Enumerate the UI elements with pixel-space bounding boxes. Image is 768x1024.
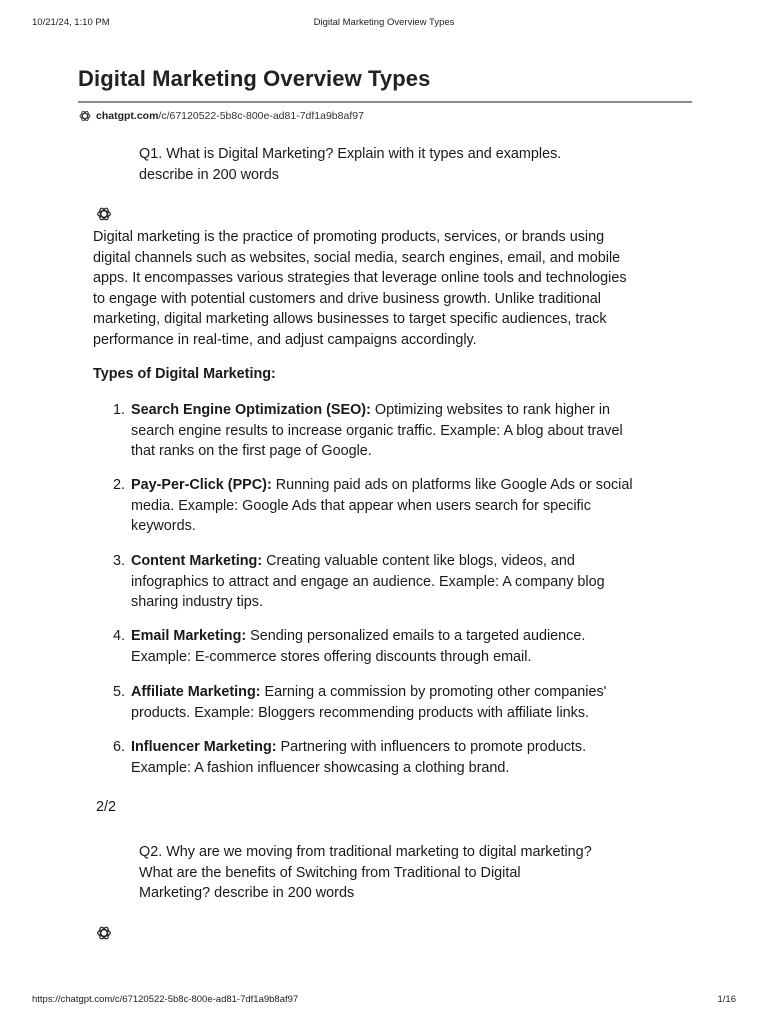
chatgpt-logo-icon: [95, 924, 113, 942]
type-description: Partnering with influencers to promote products.: [276, 739, 587, 755]
question-line: Marketing? describe in 200 words: [139, 885, 355, 901]
type-description-line: Example: E-commerce stores offering discounts through email.: [131, 648, 532, 665]
chatgpt-logo-icon: [95, 205, 113, 223]
type-description-line: infographics to attract and engage an audience. Example: A company blog: [131, 573, 605, 590]
print-header: [32, 17, 736, 31]
page-number: 1/16: [717, 994, 736, 1005]
type-term: Influencer Marketing:: [131, 739, 277, 755]
chatgpt-logo-icon: [78, 109, 92, 123]
print-url: https://chatgpt.com/c/67120522-5b8c-800e-ad81-7df1a9b8af97: [32, 994, 299, 1005]
page-title: Digital Marketing Overview Types: [78, 66, 431, 91]
user-question-2: [139, 842, 659, 904]
question-line: Q1. What is Digital Marketing? Explain with it types and examples.: [139, 146, 562, 162]
types-heading: Types of Digital Marketing:: [93, 366, 276, 382]
list-number: 6.: [113, 739, 126, 755]
answer-line: Digital marketing is the practice of promoting products, services, or brands using: [93, 229, 605, 245]
type-description: Running paid ads on platforms like Google Ads or social: [271, 477, 633, 493]
question-line: What are the benefits of Switching from Traditional to Digital: [139, 864, 521, 881]
type-description-line: sharing industry tips.: [131, 594, 263, 610]
type-term: Content Marketing:: [131, 553, 263, 569]
answer-paragraph: [93, 227, 683, 350]
type-description: Optimizing websites to rank higher in: [370, 402, 611, 418]
print-datetime: 10/21/24, 1:10 PM: [32, 17, 110, 28]
type-description-line: that ranks on the first page of Google.: [131, 443, 372, 459]
list-item: [93, 737, 586, 778]
answer-line: performance in real-time, and adjust campaigns accordingly.: [93, 331, 477, 348]
list-item: [93, 551, 605, 613]
type-description: Creating valuable content like blogs, videos, and: [262, 553, 575, 569]
answer-line: digital channels such as websites, social media, search engines, email, and mobile: [93, 249, 621, 266]
answer-line: marketing, digital marketing allows businesses to target specific audiences, track: [93, 311, 607, 327]
source-link[interactable]: [78, 109, 364, 123]
type-term: Email Marketing:: [131, 628, 247, 644]
list-number: 2.: [113, 477, 126, 493]
type-term: Affiliate Marketing:: [131, 684, 261, 700]
type-description: Earning a commission by promoting other companies': [260, 684, 607, 700]
answer-line: apps. It encompasses various strategies that leverage online tools and technologies: [93, 270, 627, 286]
user-question-1: [139, 144, 659, 185]
response-version-indicator[interactable]: 2/2: [96, 799, 117, 815]
print-doc-title: Digital Marketing Overview Types: [313, 17, 455, 28]
type-description-line: search engine results to increase organic traffic. Example: A blog about travel: [131, 422, 623, 439]
type-description-line: media. Example: Google Ads that appear when users search for specific: [131, 497, 591, 514]
list-number: 1.: [113, 402, 126, 418]
type-description-line: keywords.: [131, 518, 196, 534]
type-description-line: Example: A fashion influencer showcasing a clothing brand.: [131, 759, 510, 776]
list-number: 4.: [113, 628, 126, 644]
title-divider: [78, 101, 692, 103]
list-number: 5.: [113, 684, 126, 700]
type-term: Search Engine Optimization (SEO):: [131, 402, 371, 418]
type-term: Pay-Per-Click (PPC):: [131, 477, 272, 493]
list-number: 3.: [113, 553, 126, 569]
type-description-line: products. Example: Bloggers recommending products with affiliate links.: [131, 704, 590, 721]
source-path: /c/67120522-5b8c-800e-ad81-7df1a9b8af97: [158, 110, 364, 122]
question-line: describe in 200 words: [139, 166, 279, 183]
answer-line: to engage with potential customers and drive business growth. Unlike traditional: [93, 290, 601, 307]
list-item: [93, 682, 606, 723]
list-item: [93, 626, 585, 667]
type-description: Sending personalized emails to a targeted audience.: [246, 628, 586, 644]
question-line: Q2. Why are we moving from traditional marketing to digital marketing?: [139, 844, 592, 860]
list-item: [93, 475, 633, 537]
source-host: chatgpt.com: [96, 110, 159, 122]
list-item: [93, 400, 623, 462]
